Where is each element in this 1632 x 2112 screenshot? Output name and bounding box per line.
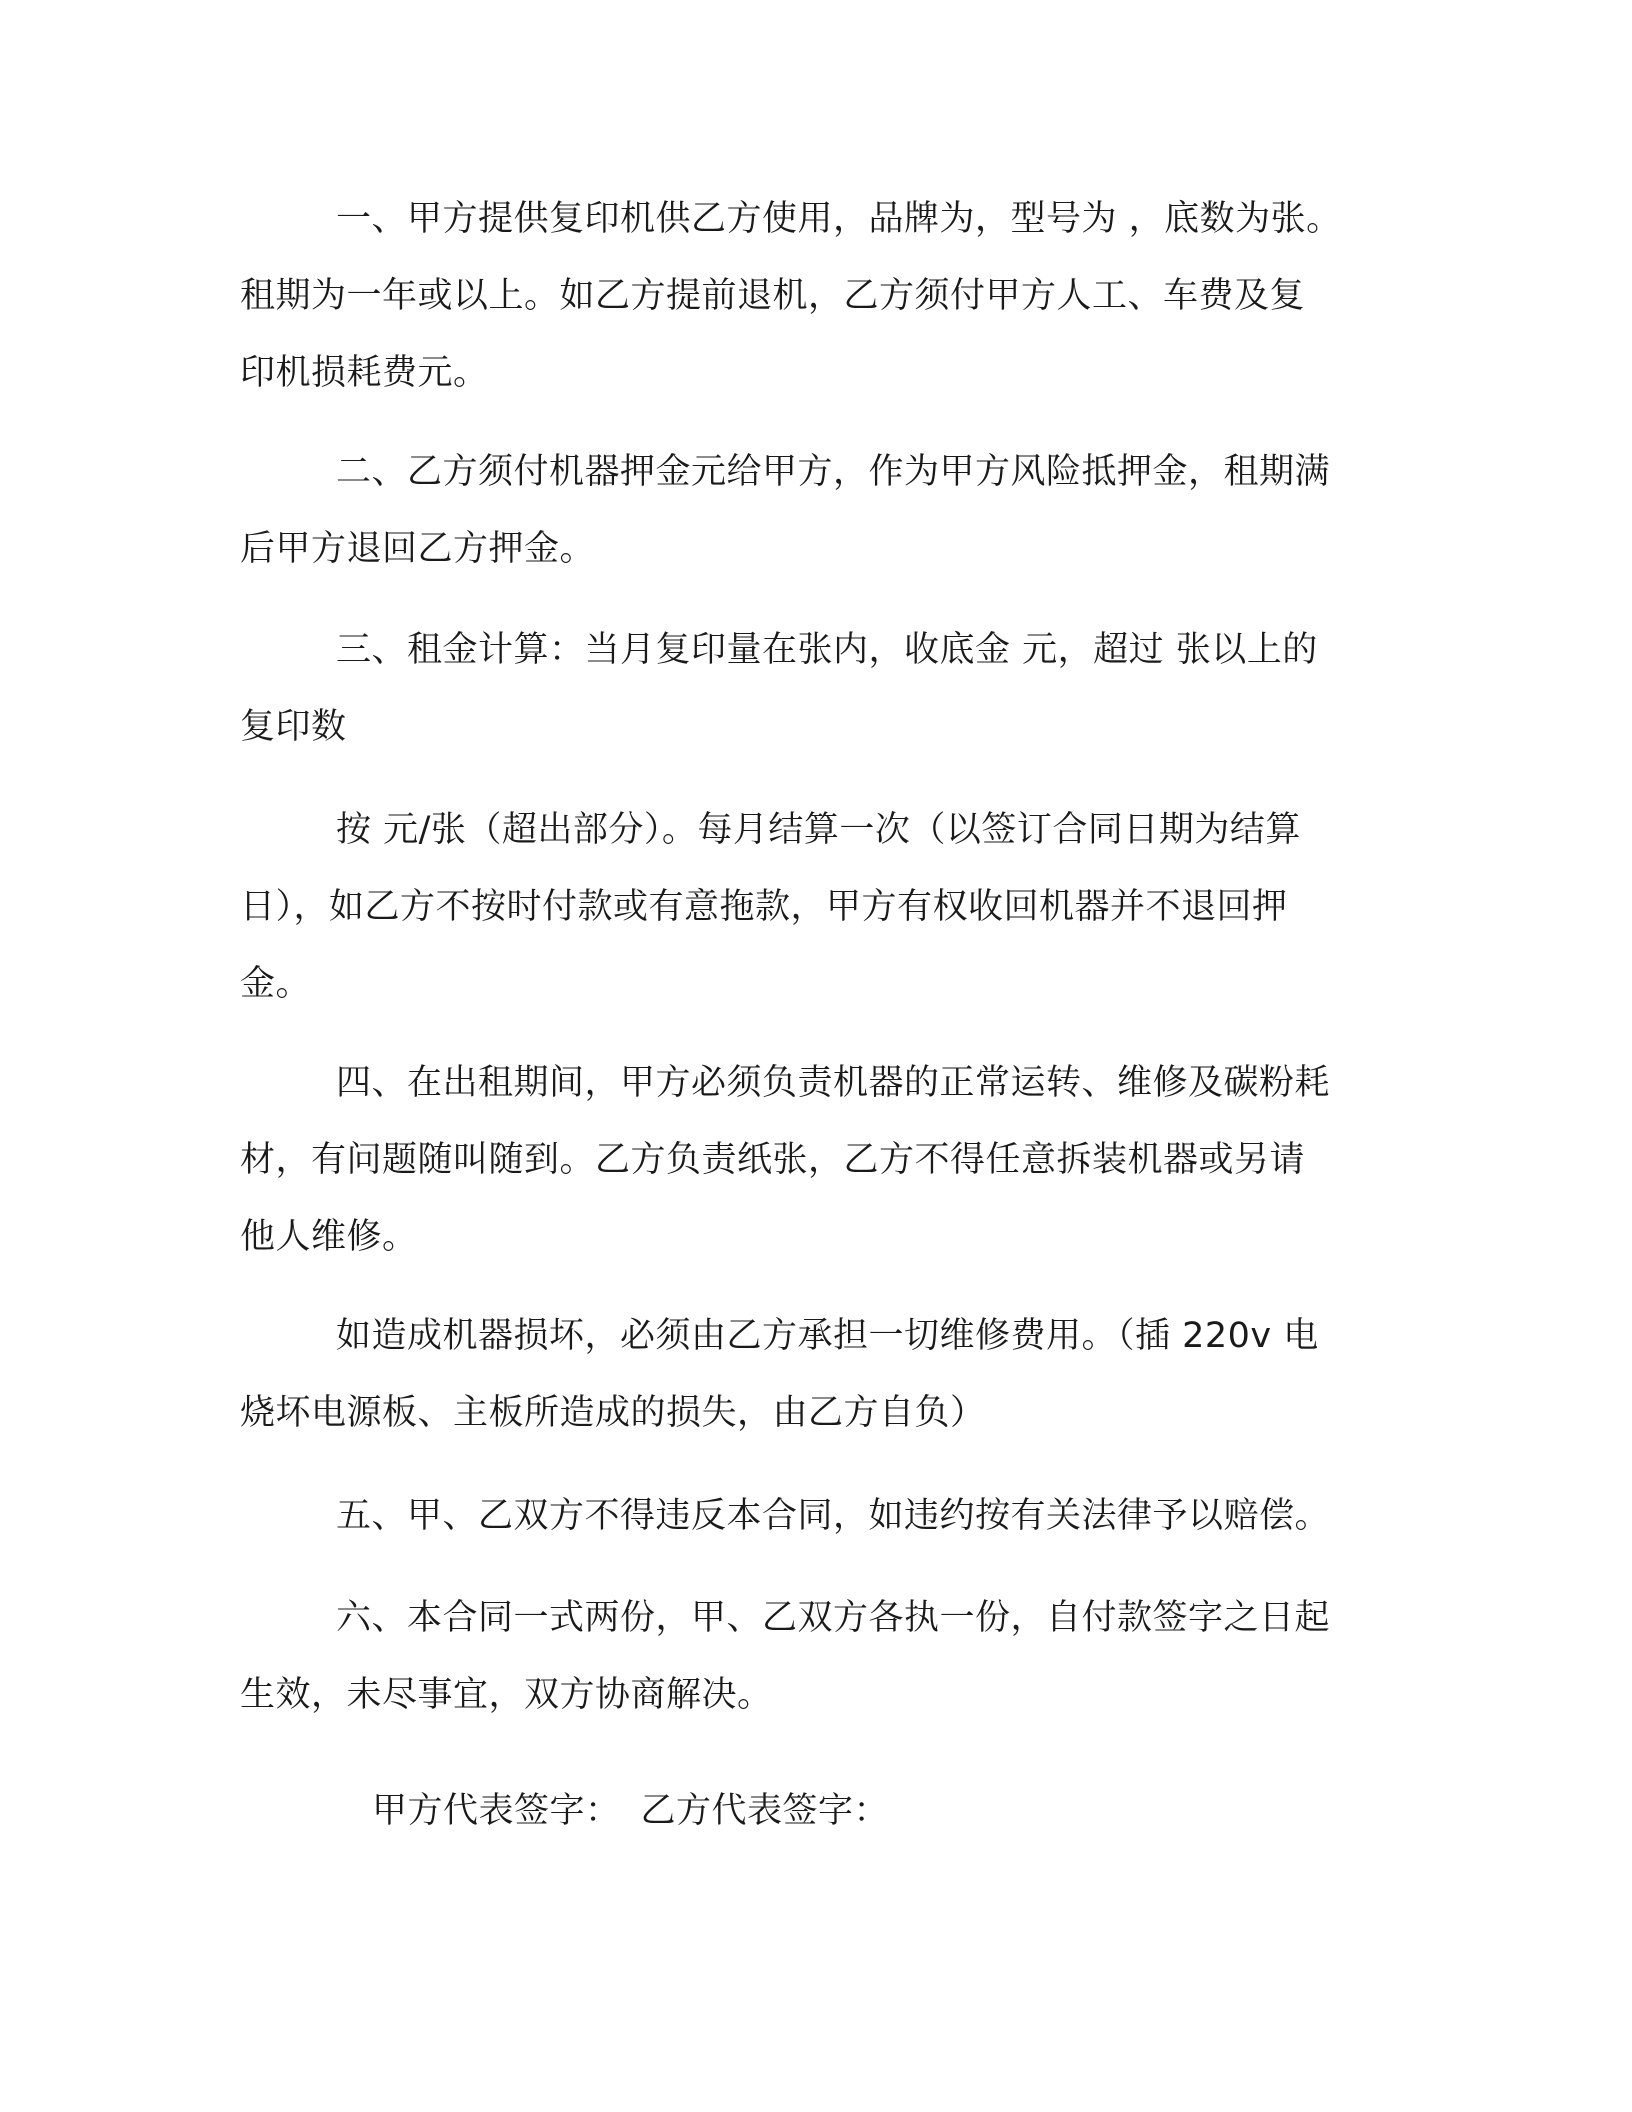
party-b-signature-label: 乙方代表签字： [640,1791,890,1831]
clause-4d-line-1: 如造成机器损坏，必须由乙方承担一切维修费用。（插 220v 电 [336,1316,1319,1356]
clause-3c-line-1: 按 元/张（超出部分）。每月结算一次（以签订合同日期为结算 [336,810,1301,850]
clause-6 [240,1580,1380,1734]
clause-2 [240,434,1380,588]
clause-1 [240,181,1380,412]
clause-3 [240,612,1380,766]
clause-4-line-3: 他人维修。 [240,1217,418,1257]
clause-2-line-2: 后甲方退回乙方押金。 [240,529,596,569]
clause-4-line-1: 四、在出租期间，甲方必须负责机器的正常运转、维修及碳粉耗 [336,1063,1331,1103]
clause-5 [240,1478,1380,1555]
clause-2-line-1: 二、乙方须付机器押金元给甲方，作为甲方风险抵押金，租期满 [336,452,1331,492]
clause-4-damage [240,1298,1380,1452]
party-a-signature-label: 甲方代表签字： [372,1791,621,1831]
clause-4-line-2: 材，有问题随叫随到。乙方负责纸张，乙方不得任意拆装机器或另请 [240,1140,1306,1180]
signature-line [372,1773,889,1850]
clause-1-line-2: 租期为一年或以上。如乙方提前退机，乙方须付甲方人工、车费及复 [240,276,1306,316]
clause-4d-line-2: 烧坏电源板、主板所造成的损失，由乙方自负） [240,1393,986,1433]
clause-3-line-1: 三、租金计算：当月复印量在张内，收底金 元，超过 张以上的 [336,630,1318,670]
clause-4 [240,1045,1380,1276]
clause-1-line-3: 印机损耗费元。 [240,353,489,393]
clause-6-line-1: 六、本合同一式两份，甲、乙双方各执一份，自付款签字之日起 [336,1598,1331,1638]
clause-3c-line-2: 日），如乙方不按时付款或有意拖款，甲方有权收回机器并不退回押 [240,887,1288,927]
clause-1-line-1: 一、甲方提供复印机供乙方使用，品牌为，型号为 ，底数为张。 [336,199,1342,239]
clause-6-line-2: 生效，未尽事宜，双方协商解决。 [240,1675,773,1715]
clause-3-line-2: 复印数 [240,707,347,747]
clause-3c-line-3: 金。 [240,964,312,1004]
clause-5-line-1: 五、甲、乙双方不得违反本合同，如违约按有关法律予以赔偿。 [336,1496,1331,1536]
clause-3-continued [240,792,1380,1023]
